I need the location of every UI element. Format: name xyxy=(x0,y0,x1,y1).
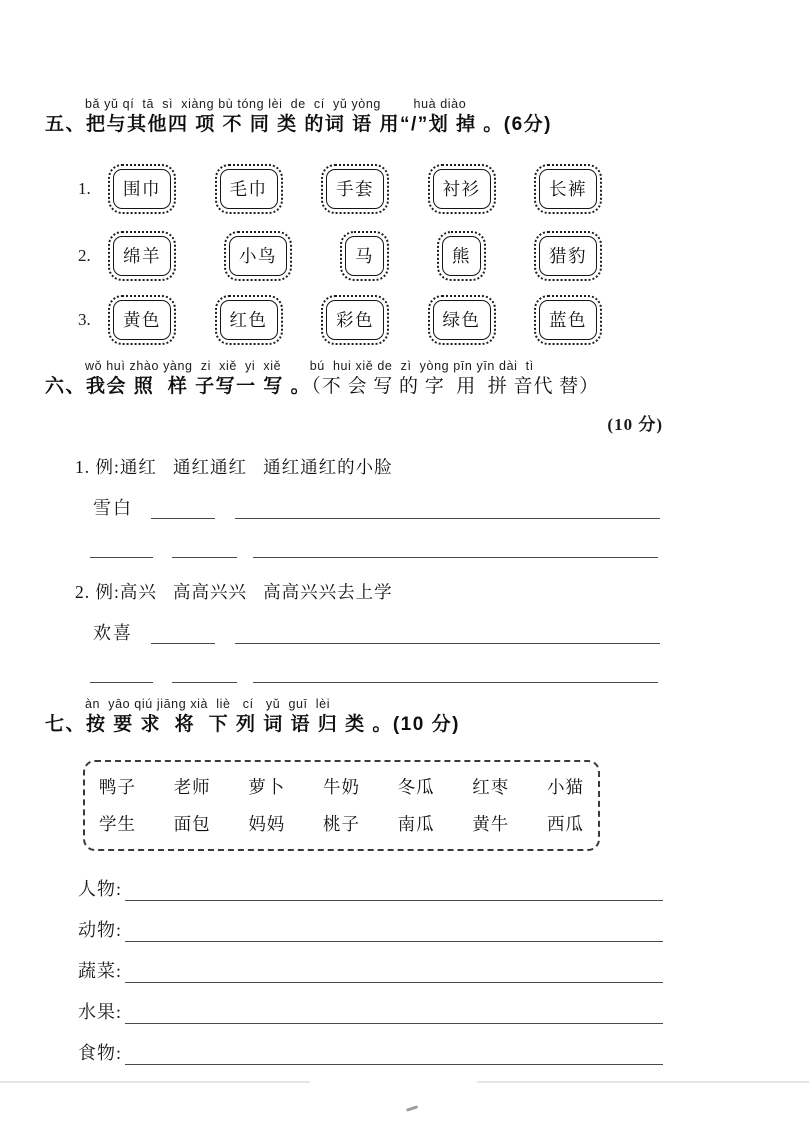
answer-blank-long xyxy=(235,500,660,519)
category-row-animals xyxy=(78,916,663,942)
bank-word: 桃子 xyxy=(322,814,360,834)
word-box: 彩色 xyxy=(326,300,384,340)
category-label: 动物: xyxy=(78,920,123,940)
word-bank xyxy=(83,760,600,851)
category-row-vegetables xyxy=(78,957,663,983)
option-row-number: 2. xyxy=(78,246,91,265)
section-seven xyxy=(0,697,809,1065)
option-row-number: 1. xyxy=(78,179,91,198)
word-box: 黄色 xyxy=(113,300,171,340)
category-row-fruits xyxy=(78,998,663,1024)
answer-blank-short xyxy=(172,539,237,558)
answer-row-1 xyxy=(93,495,660,519)
word-box: 毛巾 xyxy=(220,169,278,209)
category-answer-line xyxy=(125,960,663,983)
word-box: 手套 xyxy=(326,169,384,209)
section-six-heading-paren: （不 会 写 的 字 用 拼 音代 替） xyxy=(311,376,600,397)
answer-blank-short xyxy=(172,664,237,683)
category-label: 人物: xyxy=(78,879,123,899)
answer-word: 雪白 xyxy=(93,498,133,518)
bank-word: 西瓜 xyxy=(546,814,584,834)
section-seven-heading: 七、按 要 求 将 下 列 词 语 归 类 。(10 分) xyxy=(45,714,460,735)
extra-blank-row-1 xyxy=(90,538,658,558)
scan-artifact xyxy=(406,1105,418,1111)
section-six xyxy=(0,359,809,683)
word-box: 绿色 xyxy=(433,300,491,340)
category-answer-line xyxy=(125,1001,663,1024)
answer-blank-long xyxy=(253,539,658,558)
bank-word: 黄牛 xyxy=(472,814,510,834)
bank-word: 老师 xyxy=(173,777,211,797)
category-list xyxy=(0,875,809,1065)
section-five xyxy=(0,97,809,345)
bank-word: 红枣 xyxy=(472,777,510,797)
category-answer-line xyxy=(125,878,663,901)
answer-blank-short xyxy=(151,500,215,519)
section-six-heading-main: 六、我会 照 样 子写一 写 。 xyxy=(45,376,312,397)
word-box: 蓝色 xyxy=(539,300,597,340)
example-line-1: 1. 例:通红 通红通红 通红通红的小脸 xyxy=(75,457,393,477)
answer-row-2 xyxy=(93,620,660,644)
bank-word: 小猫 xyxy=(546,777,584,797)
category-row-food xyxy=(78,1039,663,1065)
section-five-pinyin: bǎ yǔ qí tā sì xiàng bù tóng lèi de cí yǔ yòng huà diào xyxy=(85,97,467,111)
word-bank-row-1 xyxy=(97,771,586,802)
category-row-people xyxy=(78,875,663,901)
answer-blank-long xyxy=(253,664,658,683)
word-box: 熊 xyxy=(442,236,481,276)
option-row-2 xyxy=(78,231,602,281)
word-box: 绵羊 xyxy=(113,236,171,276)
bank-word: 冬瓜 xyxy=(397,777,435,797)
section-seven-pinyin: àn yāo qiú jiāng xià liè cí yǔ guī lèi xyxy=(85,697,331,711)
scan-artifact xyxy=(477,1081,809,1083)
option-boxes xyxy=(108,231,602,281)
bank-word: 南瓜 xyxy=(397,814,435,834)
scan-artifact xyxy=(0,1081,310,1083)
answer-blank-short xyxy=(90,664,153,683)
option-row-number: 3. xyxy=(78,310,91,329)
word-box: 围巾 xyxy=(113,169,171,209)
bank-word: 牛奶 xyxy=(322,777,360,797)
answer-word: 欢喜 xyxy=(93,623,133,643)
word-box: 衬衫 xyxy=(433,169,491,209)
option-row-3 xyxy=(78,295,602,345)
category-label: 食物: xyxy=(78,1043,123,1063)
example-line-2: 2. 例:高兴 高高兴兴 高高兴兴去上学 xyxy=(75,582,393,602)
answer-blank-short xyxy=(151,625,215,644)
bank-word: 妈妈 xyxy=(248,814,286,834)
section-five-heading: 五、把与其他四 项 不 同 类 的词 语 用“/”划 掉 。(6分) xyxy=(45,114,553,135)
word-box: 小鸟 xyxy=(229,236,287,276)
option-boxes xyxy=(108,164,602,214)
category-label: 水果: xyxy=(78,1002,123,1022)
option-boxes xyxy=(108,295,602,345)
word-box: 红色 xyxy=(220,300,278,340)
word-bank-row-2 xyxy=(97,808,586,839)
word-box: 长裤 xyxy=(539,169,597,209)
bank-word: 面包 xyxy=(173,814,211,834)
bank-word: 学生 xyxy=(99,814,136,834)
bank-word: 萝卜 xyxy=(248,777,286,797)
extra-blank-row-2 xyxy=(90,663,658,683)
word-box: 马 xyxy=(345,236,384,276)
category-answer-line xyxy=(125,919,663,942)
answer-blank-long xyxy=(235,625,660,644)
category-label: 蔬菜: xyxy=(78,961,123,981)
option-row-1 xyxy=(78,164,602,214)
section-six-pinyin: wǒ huì zhào yàng zi xiě yi xiě bú hui xiě de zì yòng pīn yīn dài tì xyxy=(85,359,534,373)
answer-blank-short xyxy=(90,539,153,558)
section-six-heading xyxy=(45,374,809,400)
category-answer-line xyxy=(125,1042,663,1065)
bank-word: 鸭子 xyxy=(99,777,136,797)
word-box: 猎豹 xyxy=(539,236,597,276)
score-label: (10 分) xyxy=(607,415,663,434)
